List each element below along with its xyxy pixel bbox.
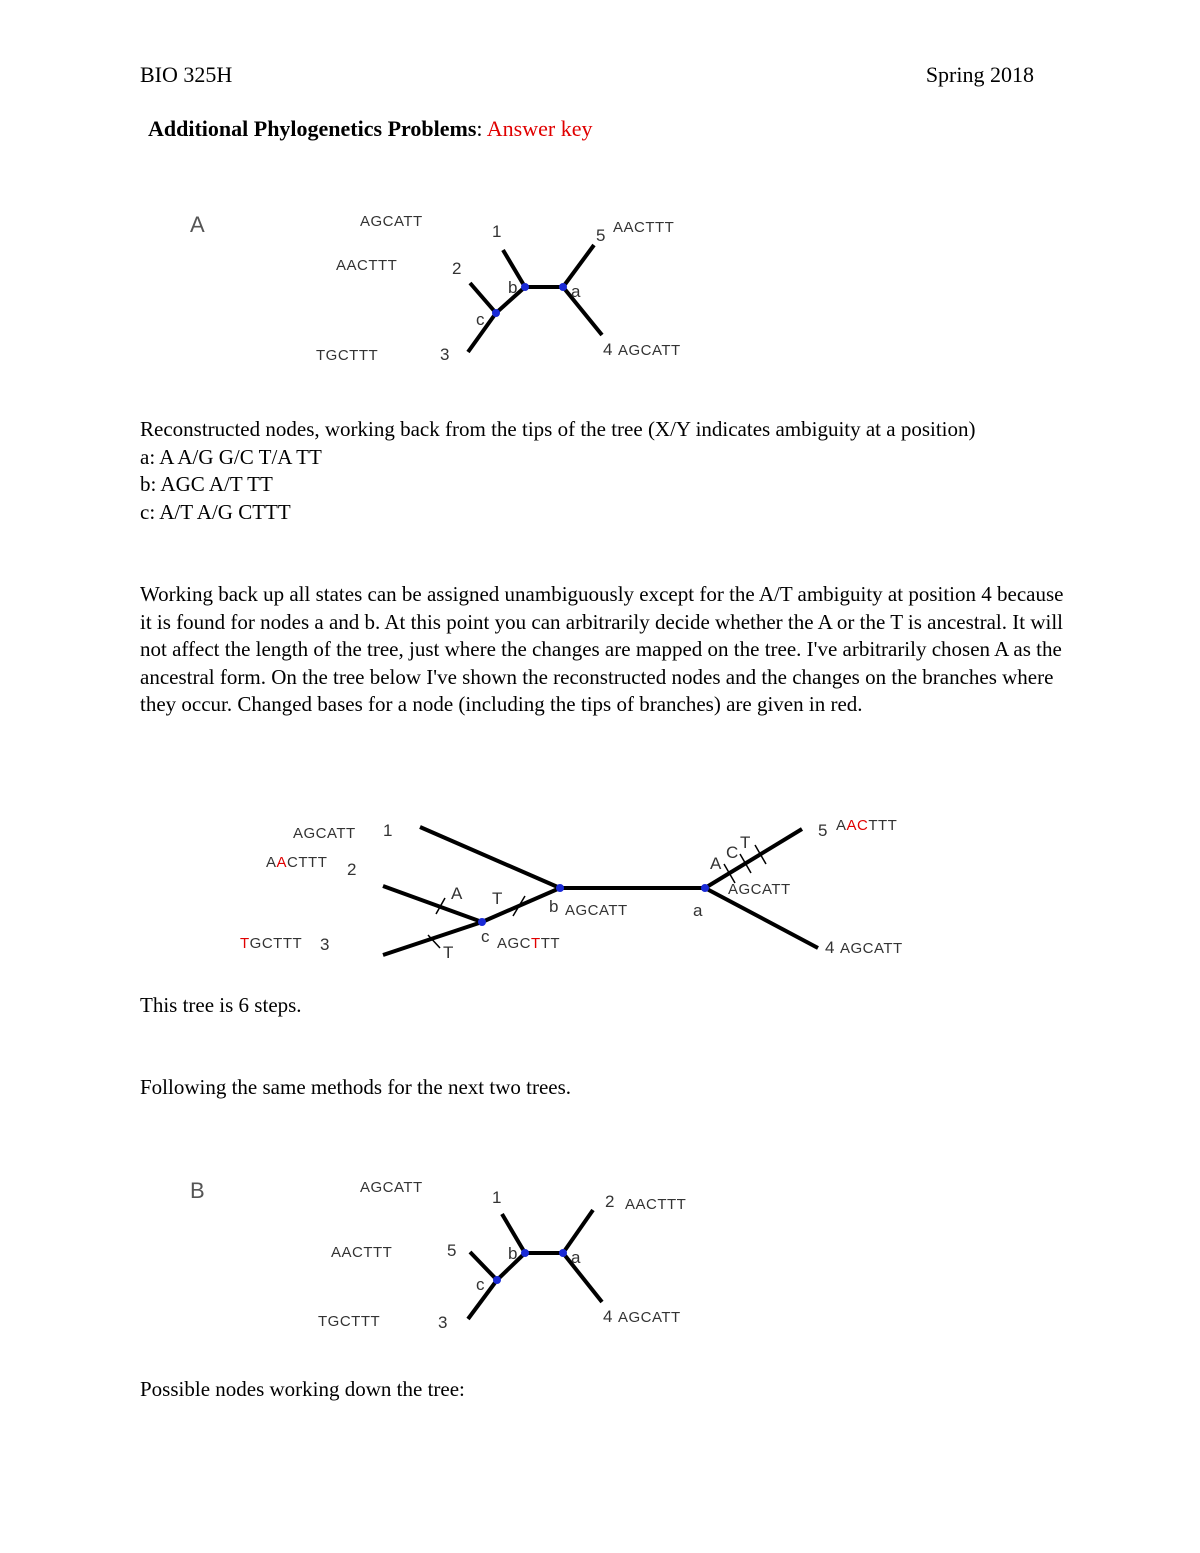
solved-taxon-1-num: 1 [383,821,393,840]
next-trees-text: Following the same methods for the next two trees. [140,1075,572,1099]
tree-a-taxon-1-seq: AGCATT [360,213,423,230]
tree-b-node-b-label: b [508,1244,518,1263]
change-label-bc: T [492,889,503,908]
tree-a-node-a [559,283,567,291]
tree-b-node-c-label: c [476,1275,485,1294]
tree-a-branch-5 [563,245,594,287]
tree-a-node-b [521,283,529,291]
solved-node-a [701,884,709,892]
solved-taxon-5-num: 5 [818,821,828,840]
tree-a-node-c-label: c [476,310,485,329]
tree-a-taxon-3-num: 3 [440,345,450,364]
tree-a-diagram [0,195,1200,380]
steps-text: This tree is 6 steps. [140,993,302,1017]
tree-a-taxon-1-num: 1 [492,222,502,241]
solved-node-c-label: c [481,927,490,946]
course-header: BIO 325H [140,62,233,87]
solved-taxon-3-seq: TGCTTT [240,935,303,952]
reconstruction-text [140,416,1060,526]
explanation-paragraph: Working back up all states can be assigned unambiguously except for the A/T ambiguity at position 4 because it is found for nodes a and b. At this point you can arbitrarily decide whether the A or the T is ancestral. It will not affect the length of the tree, just where the changes are mapped on the tree. I've arbitrarily chosen A as the ancestral form. On the tree below I've shown the reconstructed nodes and the changes on the branches where they occur. Changed bases for a node (including the tips of branches) are given in red. [140,582,1064,716]
solved-branch-2 [383,886,482,922]
solved-branch-1 [420,827,560,888]
tree-b-diagram [0,1165,1200,1345]
tree-b-node-c [493,1276,501,1284]
page-title [148,116,593,142]
title-separator: : [476,116,487,141]
tree-b-taxon-2-seq: AACTTT [625,1196,687,1213]
tree-a-taxon-2-num: 2 [452,259,462,278]
tree-a-taxon-2-seq: AACTTT [336,257,398,274]
tree-a-branch-4 [563,287,602,335]
tree-b-label: B [190,1178,205,1203]
change-label-c3: T [443,943,454,962]
tree-a-node-b-label: b [508,278,518,297]
tree-a-node-a-label: a [571,282,581,301]
explanation-text [140,581,1065,719]
solved-node-b-label: b [549,897,559,916]
solved-node-c [478,918,486,926]
tree-a-taxon-5-seq: AACTTT [613,219,675,236]
change-label-a5-1: T [740,833,751,852]
node-a-reconstruction: a: A A/G G/C T/A TT [140,444,322,469]
solved-node-a-label: a [693,901,703,920]
solved-taxon-5-seq: AACTTT [836,817,898,834]
node-c-reconstruction: c: A/T A/G CTTT [140,499,291,524]
tree-b-taxon-4-num: 4 [603,1307,613,1326]
tree-a-label: A [190,212,205,237]
tree-a-taxon-4-seq: AGCATT [618,342,681,359]
tree-a-taxon-3-seq: TGCTTT [316,347,379,364]
solved-taxon-3-num: 3 [320,935,330,954]
tree-b-branch-2 [563,1210,593,1253]
solved-taxon-4-seq: AGCATT [840,940,903,957]
tree-a-taxon-4-num: 4 [603,340,613,359]
tree-a-branch-2 [470,283,496,313]
title-bold: Additional Phylogenetics Problems [148,116,477,141]
tree-a-node-c [492,309,500,317]
solved-taxon-2-num: 2 [347,860,357,879]
node-b-reconstruction: b: AGC A/T TT [140,472,273,496]
tree-b-taxon-5-seq: AACTTT [331,1244,393,1261]
tree-b-branch-4 [563,1253,602,1302]
change-label-c2: A [451,884,463,903]
tree-b-node-a-label: a [571,1248,581,1267]
tree-b-taxon-4-seq: AGCATT [618,1309,681,1326]
tree-b-taxon-3-seq: TGCTTT [318,1313,381,1330]
tree-a-solved-diagram [0,800,1200,975]
solved-node-b-seq: AGCATT [565,902,628,919]
tree-b-node-b [521,1249,529,1257]
tree-b-taxon-2-num: 2 [605,1192,615,1211]
change-label-a5-2: C [726,843,739,862]
possible-nodes-text: Possible nodes working down the tree: [140,1377,465,1401]
tree-b-taxon-1-seq: AGCATT [360,1179,423,1196]
solved-taxon-4-num: 4 [825,938,835,957]
solved-node-b [556,884,564,892]
tree-b-taxon-5-num: 5 [447,1241,457,1260]
intro-line: Reconstructed nodes, working back from the tips of the tree (X/Y indicates ambiguity at a position) [140,417,976,441]
solved-taxon-1-seq: AGCATT [293,825,356,842]
solved-node-c-seq: AGCTTT [497,935,561,952]
solved-branch-3 [383,922,482,955]
tree-b-taxon-3-num: 3 [438,1313,448,1332]
solved-taxon-2-seq: AACTTT [266,854,328,871]
change-label-a5-3: A [710,854,722,873]
tree-b-taxon-1-num: 1 [492,1188,502,1207]
tree-b-node-a [559,1249,567,1257]
title-answer-key: Answer key [486,116,593,141]
term-header: Spring 2018 [925,62,1034,87]
solved-node-a-seq: AGCATT [728,881,791,898]
tree-a-taxon-5-num: 5 [596,226,606,245]
